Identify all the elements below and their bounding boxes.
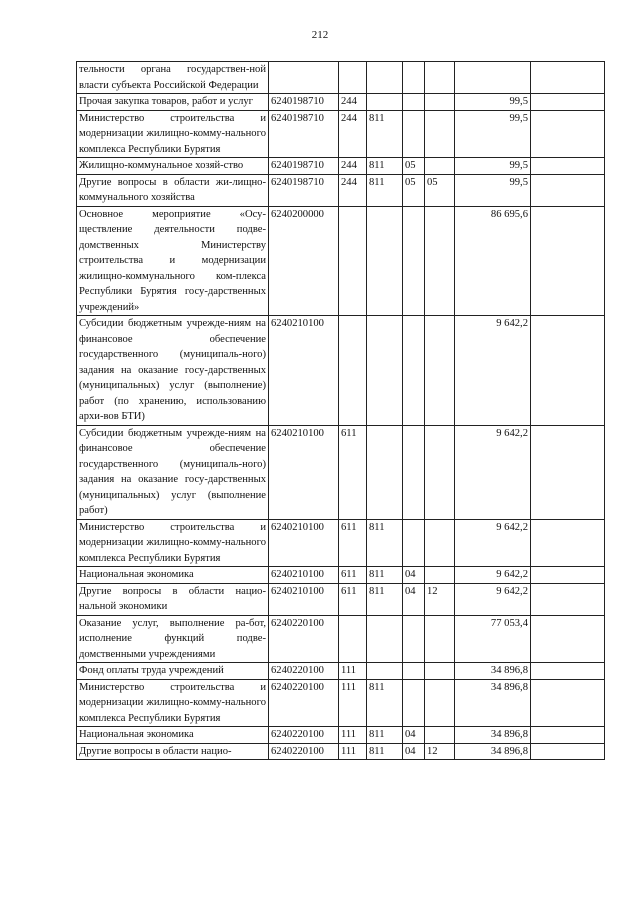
cell-sum: 99,5 [455, 174, 531, 206]
cell-name: Национальная экономика [77, 727, 269, 744]
cell-gr: 811 [367, 158, 403, 175]
cell-pr [425, 110, 455, 158]
cell-pr: 12 [425, 583, 455, 615]
empty-cell [531, 94, 605, 111]
cell-rz [403, 663, 425, 680]
cell-csr: 6240220100 [269, 663, 339, 680]
cell-name: Другие вопросы в области нацио-нальной экономики [77, 583, 269, 615]
cell-name: Субсидии бюджетным учрежде-ниям на финансовое обеспечение государственного (муниципаль-ного) задания на оказание госу-дарственных (муниципальных) услуг (выполнение работ) [77, 425, 269, 519]
cell-vr: 244 [339, 158, 367, 175]
empty-cell [531, 62, 605, 94]
cell-vr [339, 615, 367, 663]
cell-pr [425, 519, 455, 567]
cell-sum: 9 642,2 [455, 316, 531, 426]
cell-gr [367, 663, 403, 680]
cell-pr [425, 425, 455, 519]
cell-rz: 05 [403, 174, 425, 206]
cell-gr: 811 [367, 679, 403, 727]
cell-vr [339, 316, 367, 426]
cell-pr [425, 158, 455, 175]
cell-sum: 9 642,2 [455, 519, 531, 567]
cell-csr: 6240210100 [269, 425, 339, 519]
cell-rz [403, 425, 425, 519]
cell-csr: 6240220100 [269, 743, 339, 760]
cell-vr: 611 [339, 583, 367, 615]
empty-cell [531, 110, 605, 158]
cell-rz: 05 [403, 158, 425, 175]
cell-gr: 811 [367, 583, 403, 615]
table-row [77, 206, 605, 316]
cell-gr [367, 316, 403, 426]
empty-cell [531, 158, 605, 175]
cell-gr [367, 615, 403, 663]
cell-csr: 6240220100 [269, 615, 339, 663]
cell-vr [339, 62, 367, 94]
cell-name: Министерство строительства и модернизации жилищно-комму-нального комплекса Республики Бурятия [77, 519, 269, 567]
cell-rz [403, 94, 425, 111]
cell-gr: 811 [367, 110, 403, 158]
table-row [77, 567, 605, 584]
cell-rz: 04 [403, 743, 425, 760]
cell-name: Субсидии бюджетным учрежде-ниям на финансовое обеспечение государственного (муниципаль-ного) задания на оказание госу-дарственных (муниципальных) услуг (выполнение) работ (по хранению, использованию архи-вов БТИ) [77, 316, 269, 426]
cell-name: Другие вопросы в области жи-лищно-коммунального хозяйства [77, 174, 269, 206]
table-row [77, 174, 605, 206]
cell-name: Прочая закупка товаров, работ и услуг [77, 94, 269, 111]
cell-vr: 244 [339, 174, 367, 206]
cell-rz: 04 [403, 727, 425, 744]
cell-rz [403, 206, 425, 316]
cell-sum: 9 642,2 [455, 583, 531, 615]
cell-gr [367, 94, 403, 111]
cell-vr: 111 [339, 743, 367, 760]
cell-pr [425, 663, 455, 680]
cell-sum: 9 642,2 [455, 425, 531, 519]
cell-sum: 34 896,8 [455, 727, 531, 744]
cell-rz [403, 615, 425, 663]
table-row [77, 615, 605, 663]
table-row [77, 425, 605, 519]
empty-cell [531, 663, 605, 680]
cell-vr: 611 [339, 519, 367, 567]
cell-vr: 244 [339, 110, 367, 158]
table-row [77, 316, 605, 426]
cell-vr: 611 [339, 425, 367, 519]
empty-cell [531, 743, 605, 760]
cell-gr: 811 [367, 174, 403, 206]
cell-csr: 6240198710 [269, 174, 339, 206]
cell-csr: 6240210100 [269, 583, 339, 615]
cell-vr: 111 [339, 727, 367, 744]
cell-gr: 811 [367, 743, 403, 760]
cell-vr: 611 [339, 567, 367, 584]
cell-sum: 86 695,6 [455, 206, 531, 316]
cell-gr: 811 [367, 567, 403, 584]
page-number: 212 [311, 29, 329, 41]
cell-name: Жилищно-коммунальное хозяй-ство [77, 158, 269, 175]
cell-sum: 9 642,2 [455, 567, 531, 584]
cell-pr [425, 679, 455, 727]
cell-csr: 6240210100 [269, 567, 339, 584]
cell-name: Фонд оплаты труда учреждений [77, 663, 269, 680]
cell-name: Основное мероприятие «Осу-ществление деятельности подве-домственных Министерству строительства и модернизации жилищно-коммунального ком-плекса Республики Бурятия госу-дарственных учреждений» [77, 206, 269, 316]
cell-name: Министерство строительства и модернизации жилищно-комму-нального комплекса Республики Бурятия [77, 679, 269, 727]
cell-name: тельности органа государствен-ной власти субъекта Российской Федерации [77, 62, 269, 94]
cell-vr [339, 206, 367, 316]
cell-csr: 6240200000 [269, 206, 339, 316]
cell-rz: 04 [403, 567, 425, 584]
cell-sum: 34 896,8 [455, 679, 531, 727]
empty-cell [531, 583, 605, 615]
cell-sum: 99,5 [455, 158, 531, 175]
cell-rz [403, 519, 425, 567]
empty-cell [531, 727, 605, 744]
cell-pr [425, 94, 455, 111]
cell-csr [269, 62, 339, 94]
table-row [77, 62, 605, 94]
cell-csr: 6240198710 [269, 158, 339, 175]
cell-csr: 6240198710 [269, 94, 339, 111]
cell-name: Национальная экономика [77, 567, 269, 584]
empty-cell [531, 567, 605, 584]
cell-sum: 77 053,4 [455, 615, 531, 663]
table-row [77, 519, 605, 567]
cell-pr: 12 [425, 743, 455, 760]
cell-csr: 6240220100 [269, 679, 339, 727]
cell-rz: 04 [403, 583, 425, 615]
cell-sum: 34 896,8 [455, 663, 531, 680]
cell-csr: 6240198710 [269, 110, 339, 158]
cell-pr [425, 615, 455, 663]
cell-gr: 811 [367, 519, 403, 567]
cell-pr: 05 [425, 174, 455, 206]
empty-cell [531, 679, 605, 727]
empty-cell [531, 425, 605, 519]
cell-csr: 6240210100 [269, 519, 339, 567]
cell-sum: 34 896,8 [455, 743, 531, 760]
cell-vr: 244 [339, 94, 367, 111]
cell-sum [455, 62, 531, 94]
empty-cell [531, 206, 605, 316]
table-row [77, 727, 605, 744]
cell-sum: 99,5 [455, 94, 531, 111]
cell-pr [425, 206, 455, 316]
cell-gr [367, 62, 403, 94]
cell-pr [425, 62, 455, 94]
cell-csr: 6240220100 [269, 727, 339, 744]
empty-cell [531, 174, 605, 206]
cell-rz [403, 110, 425, 158]
cell-gr [367, 206, 403, 316]
table-row [77, 663, 605, 680]
cell-name: Министерство строительства и модернизации жилищно-комму-нального комплекса Республики Бурятия [77, 110, 269, 158]
empty-cell [531, 615, 605, 663]
cell-pr [425, 567, 455, 584]
table-row [77, 583, 605, 615]
cell-vr: 111 [339, 679, 367, 727]
empty-cell [531, 519, 605, 567]
table-row [77, 110, 605, 158]
cell-name: Другие вопросы в области нацио- [77, 743, 269, 760]
empty-cell [531, 316, 605, 426]
cell-pr [425, 316, 455, 426]
budget-table [76, 61, 605, 760]
table-row [77, 158, 605, 175]
cell-gr: 811 [367, 727, 403, 744]
cell-vr: 111 [339, 663, 367, 680]
table-row [77, 743, 605, 760]
cell-rz [403, 316, 425, 426]
cell-rz [403, 62, 425, 94]
cell-pr [425, 727, 455, 744]
table-row [77, 94, 605, 111]
cell-csr: 6240210100 [269, 316, 339, 426]
table-row [77, 679, 605, 727]
cell-gr [367, 425, 403, 519]
cell-sum: 99,5 [455, 110, 531, 158]
cell-rz [403, 679, 425, 727]
cell-name: Оказание услуг, выполнение ра-бот, исполнение функций подве-домственными учреждениями [77, 615, 269, 663]
